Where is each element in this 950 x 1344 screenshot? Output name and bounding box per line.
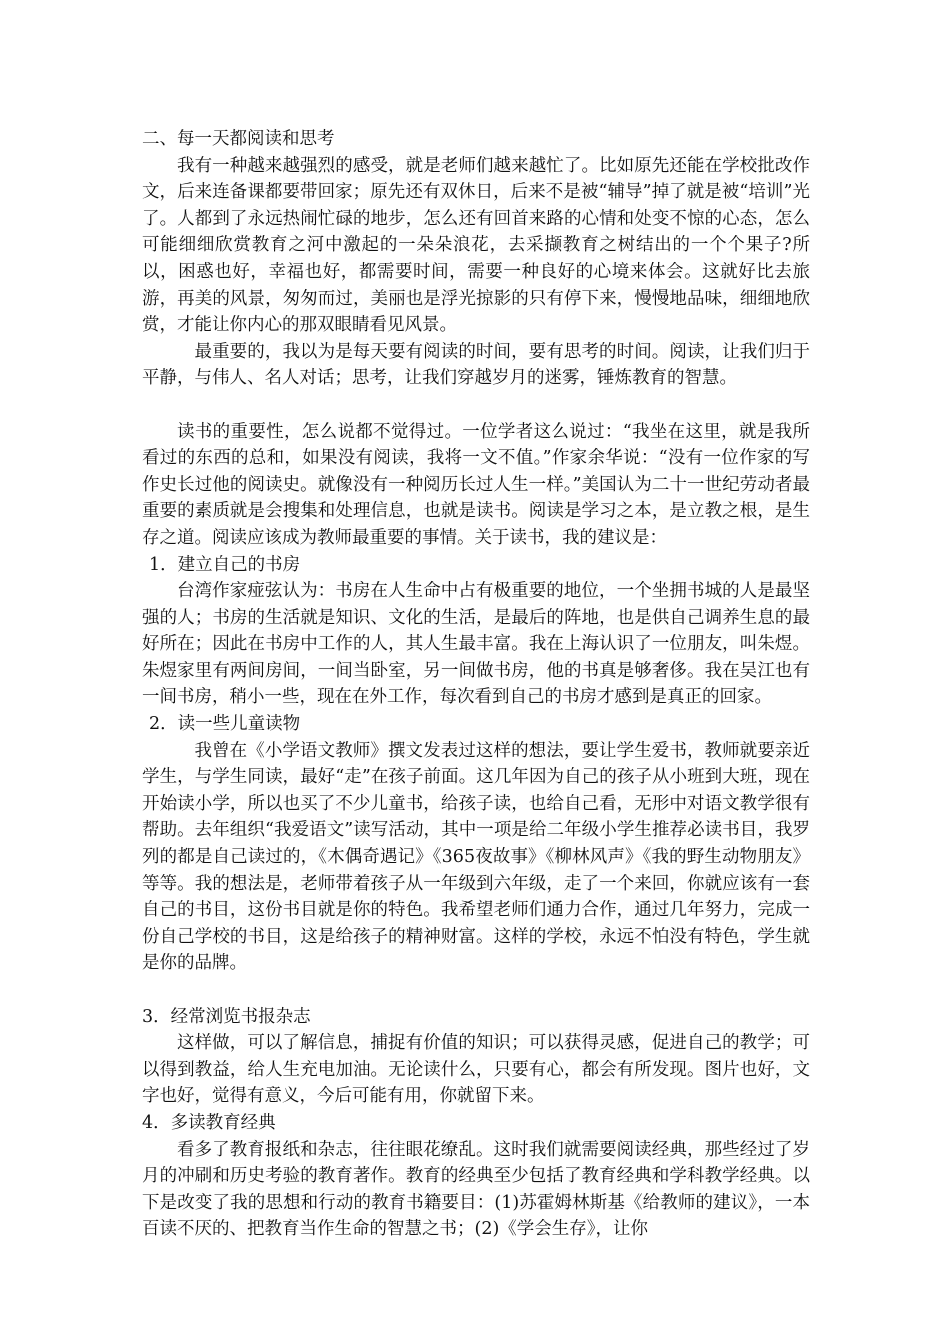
item-body-2: 我曾在《小学语文教师》撰文发表过这样的想法，要让学生爱书，教师就要亲近学生，与学生同读，最好“走”在孩子前面。这几年因为自己的孩子从小班到大班，现在开始读小学，所以也买了不少儿童书，给孩子读，也给自己看，无形中对语文教学很有帮助。去年组织“我爱语文”读写活动，其中一项是给二年级小学生推荐必读书目，我罗列的都是自己读过的，《木偶奇遇记》《365夜故事》《柳林风声》《我的野生动物朋友》等等。我的想法是，老师带着孩子从一年级到六年级，走了一个来回，你就应该有一套自己的书目，这份书目就是你的特色。我希望老师们通力合作，通过几年努力，完成一份自己学校的书目，这是给孩子的精神财富。这样的学校，永远不怕没有特色，学生就是你的品牌。: [142, 740, 810, 974]
section-title: 二、每一天都阅读和思考: [142, 129, 335, 149]
item-body-1: 台湾作家痖弦认为：书房在人生命中占有极重要的地位，一个坐拥书城的人是最坚强的人；书房的生活就是知识、文化的生活，是最后的阵地，也是供自己调养生息的最好所在；因此在书房中工作的人，其人生最丰富。我在上海认识了一位朋友，叫朱煜。朱煜家里有两间房间，一间当卧室，另一间做书房，他的书真是够奢侈。我在吴江也有一间书房，稍小一些，现在在外工作，每次看到自己的书房才感到是真正的回家。: [142, 581, 810, 708]
paragraph-busy-teachers: 我有一种越来越强烈的感受，就是老师们越来越忙了。比如原先还能在学校批改作文，后来连备课都要带回家；原先还有双休日，后来不是被“辅导”掉了就是被“培训”光了。人都到了永远热闹忙碌的地步，怎么还有回首来路的心情和处变不惊的心态，怎么可能细细欣赏教育之河中激起的一朵朵浪花，去采撷教育之树结出的一个个果子?所以，困惑也好，幸福也好，都需要时间，需要一种良好的心境来体会。这就好比去旅游，再美的风景，匆匆而过，美丽也是浮光掠影的只有停下来，慢慢地品味，细细地欣赏，才能让你内心的那双眼睛看见风景。: [142, 155, 810, 336]
item-heading-3: 3．经常浏览书报杂志: [142, 1006, 311, 1027]
item-heading-4: 4．多读教育经典: [142, 1112, 276, 1133]
blank-line: [142, 977, 810, 1004]
document-page: [142, 126, 810, 1243]
item-body-4: 看多了教育报纸和杂志，往往眼花缭乱。这时我们就需要阅读经典，那些经过了岁月的冲刷和历史考验的教育著作。教育的经典至少包括了教育经典和学科教学经典。以下是改变了我的思想和行动的教育书籍要目：(1)苏霍姆林斯基《给教师的建议》，一本百读不厌的、把教育当作生命的智慧之书；(2)《学会生存》，让你: [142, 1139, 810, 1240]
item-heading-2: 2．读一些儿童读物: [149, 714, 301, 735]
item-heading-1: 1．建立自己的书房: [149, 554, 301, 575]
paragraph-reading-importance: 读书的重要性，怎么说都不觉得过。一位学者这么说过：“我坐在这里，就是我所看过的东西的总和，如果没有阅读，我将一文不值。”作家余华说：“没有一位作家的写作史长过他的阅读史。就像没有一种阅历长过人生一样。”美国认为二十一世纪劳动者最重要的素质就是会搜集和处理信息，也就是读书。阅读是学习之本，是立教之根，是生存之道。阅读应该成为教师最重要的事情。关于读书，我的建议是：: [142, 421, 810, 548]
blank-line: [142, 392, 810, 419]
paragraph-reading-thinking: 最重要的，我以为是每天要有阅读的时间，要有思考的时间。阅读，让我们归于平静，与伟人、名人对话；思考，让我们穿越岁月的迷雾，锤炼教育的智慧。: [142, 341, 810, 389]
item-body-3: 这样做，可以了解信息，捕捉有价值的知识；可以获得灵感，促进自己的教学；可以得到教益，给人生充电加油。无论读什么，只要有心，都会有所发现。图片也好，文字也好，觉得有意义，今后可能有用，你就留下来。: [142, 1033, 810, 1107]
